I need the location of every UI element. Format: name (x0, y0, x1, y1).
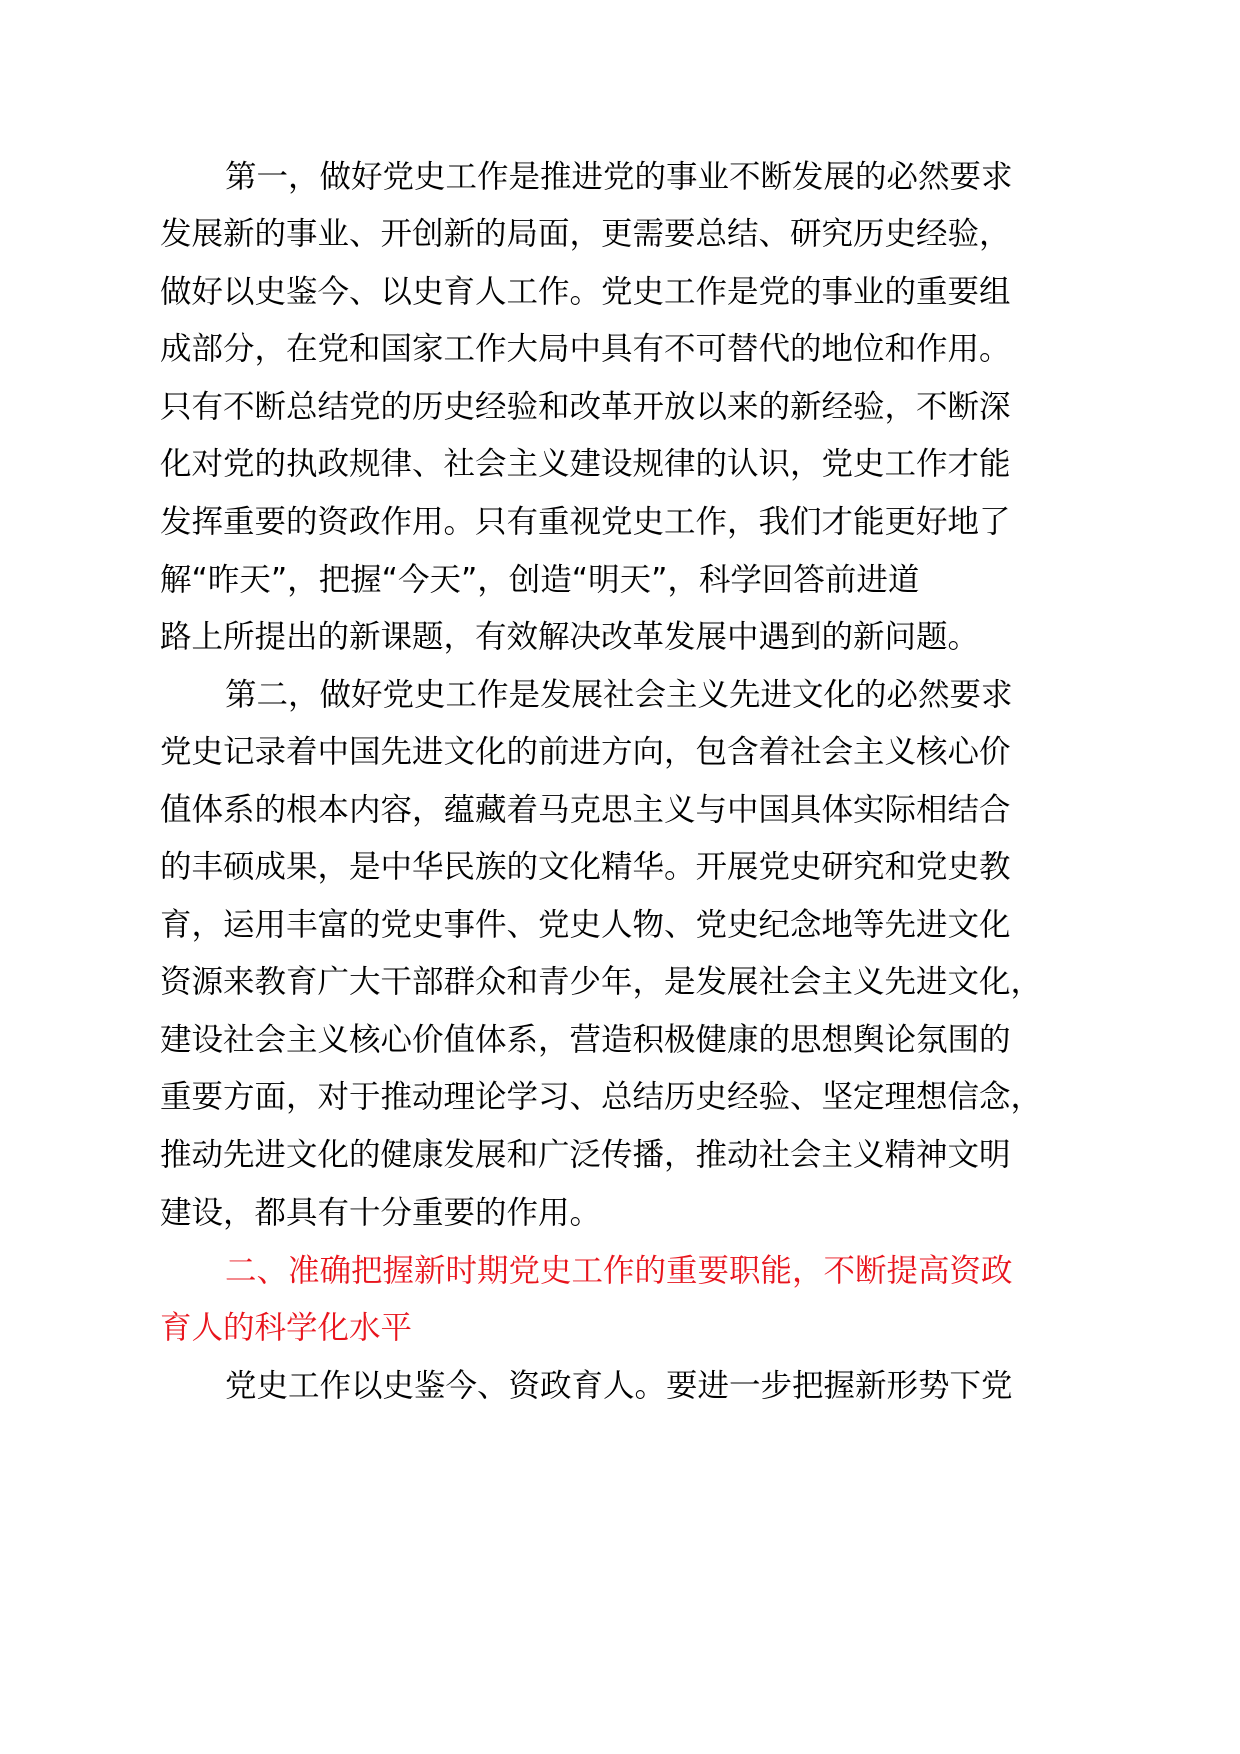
paragraph-2-line-4: 的丰硕成果，是中华民族的文化精华。开展党史研究和党史教 (160, 849, 1011, 885)
paragraph-1-line-1: 第一，做好党史工作是推进党的事业不断发展的必然要求 (225, 159, 1013, 195)
paragraph-2-line-8: 重要方面，对于推动理论学习、总结历史经验、坚定理想信念， (160, 1079, 1043, 1115)
paragraph-2-line-10: 建设，都具有十分重要的作用。 (160, 1195, 602, 1231)
paragraph-2-line-1: 第二，做好党史工作是发展社会主义先进文化的必然要求 (225, 677, 1013, 713)
paragraph-1-line-7: 发挥重要的资政作用。只有重视党史工作，我们才能更好地了 (160, 504, 1011, 540)
section-heading-line-2: 育人的科学化水平 (160, 1310, 413, 1346)
paragraph-2-line-9: 推动先进文化的健康发展和广泛传播，推动社会主义精神文明 (160, 1137, 1011, 1173)
paragraph-1-line-8: 解“昨天”，把握“今天”，创造“明天”，科学回答前进道 (160, 562, 920, 598)
paragraph-1-line-9: 路上所提出的新课题，有效解决改革发展中遇到的新问题。 (160, 619, 980, 655)
paragraph-3-line-1: 党史工作以史鉴今、资政育人。要进一步把握新形势下党 (225, 1368, 1013, 1404)
paragraph-1-line-5: 只有不断总结党的历史经验和改革开放以来的新经验，不断深 (160, 389, 1011, 425)
paragraph-1-line-4: 成部分，在党和国家工作大局中具有不可替代的地位和作用。 (160, 331, 1011, 367)
paragraph-1-line-3: 做好以史鉴今、以史育人工作。党史工作是党的事业的重要组 (160, 274, 1011, 310)
paragraph-1-line-6: 化对党的执政规律、社会主义建设规律的认识，党史工作才能 (160, 446, 1011, 482)
paragraph-2-line-5: 育，运用丰富的党史事件、党史人物、党史纪念地等先进文化 (160, 907, 1011, 943)
paragraph-2-line-7: 建设社会主义核心价值体系，营造积极健康的思想舆论氛围的 (160, 1022, 1011, 1058)
paragraph-2-line-6: 资源来教育广大干部群众和青少年，是发展社会主义先进文化， (160, 964, 1043, 1000)
section-heading-line-1: 二、准确把握新时期党史工作的重要职能，不断提高资政 (225, 1253, 1013, 1289)
paragraph-1-line-2: 发展新的事业、开创新的局面，更需要总结、研究历史经验， (160, 216, 1011, 252)
paragraph-2-line-3: 值体系的根本内容，蕴藏着马克思主义与中国具体实际相结合 (160, 792, 1011, 828)
paragraph-2-line-2: 党史记录着中国先进文化的前进方向，包含着社会主义核心价 (160, 734, 1011, 770)
